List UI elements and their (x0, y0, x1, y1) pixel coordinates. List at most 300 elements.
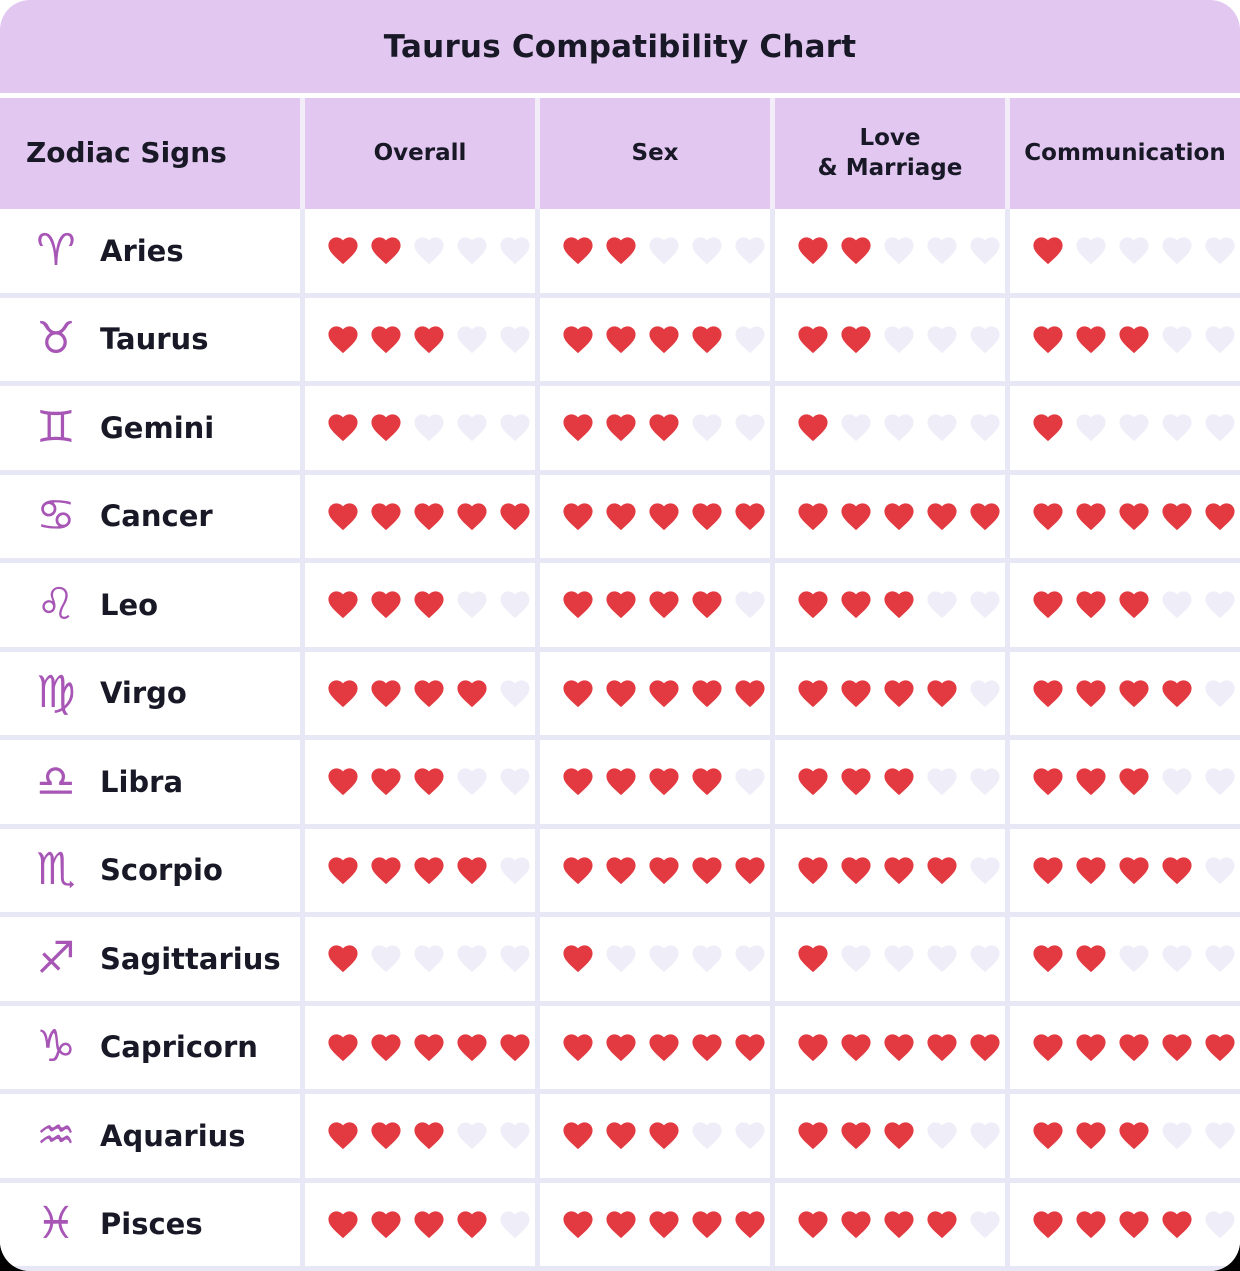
heart-filled-icon (367, 410, 405, 445)
heart-empty-icon (453, 233, 491, 268)
heart-filled-icon (923, 499, 961, 534)
zodiac-sign-cell (0, 1183, 300, 1267)
heart-filled-icon (966, 1030, 1004, 1065)
sex-rating (540, 209, 770, 293)
zodiac-sign-cell (0, 652, 300, 736)
heart-filled-icon (837, 1118, 875, 1153)
zodiac-symbol-icon: ♏ (36, 844, 76, 896)
heart-filled-icon (923, 676, 961, 711)
heart-empty-icon (966, 764, 1004, 799)
heart-filled-icon (1115, 1030, 1153, 1065)
heart-filled-icon (837, 764, 875, 799)
heart-filled-icon (324, 322, 362, 357)
heart-empty-icon (880, 322, 918, 357)
heart-filled-icon (602, 764, 640, 799)
table-row (0, 740, 1240, 824)
heart-empty-icon (880, 410, 918, 445)
overall-rating (305, 740, 535, 824)
heart-empty-icon (1115, 941, 1153, 976)
heart-empty-icon (688, 941, 726, 976)
heart-empty-icon (923, 764, 961, 799)
heart-empty-icon (966, 410, 1004, 445)
header-sex (540, 98, 770, 209)
heart-filled-icon (1029, 853, 1067, 888)
heart-filled-icon (966, 499, 1004, 534)
heart-filled-icon (453, 1030, 491, 1065)
heart-empty-icon (1158, 764, 1196, 799)
heart-filled-icon (410, 764, 448, 799)
overall-rating (305, 829, 535, 913)
heart-filled-icon (453, 499, 491, 534)
heart-empty-icon (645, 233, 683, 268)
heart-empty-icon (731, 587, 769, 622)
heart-filled-icon (410, 853, 448, 888)
heart-empty-icon (1201, 1118, 1239, 1153)
heart-filled-icon (645, 499, 683, 534)
table-row (0, 1183, 1240, 1267)
zodiac-name: Scorpio (100, 853, 223, 888)
heart-filled-icon (923, 853, 961, 888)
heart-filled-icon (1115, 764, 1153, 799)
heart-empty-icon (1201, 322, 1239, 357)
communication-rating (1010, 652, 1240, 736)
heart-filled-icon (1115, 1118, 1153, 1153)
heart-filled-icon (837, 233, 875, 268)
heart-filled-icon (324, 853, 362, 888)
overall-rating (305, 1006, 535, 1090)
heart-filled-icon (324, 941, 362, 976)
overall-rating (305, 298, 535, 382)
heart-filled-icon (923, 1207, 961, 1242)
heart-filled-icon (645, 410, 683, 445)
heart-filled-icon (794, 676, 832, 711)
heart-empty-icon (1072, 233, 1110, 268)
heart-filled-icon (559, 499, 597, 534)
love-marriage-rating (775, 298, 1005, 382)
heart-filled-icon (880, 1030, 918, 1065)
heart-empty-icon (496, 1118, 534, 1153)
heart-filled-icon (559, 764, 597, 799)
heart-empty-icon (966, 1118, 1004, 1153)
heart-empty-icon (410, 410, 448, 445)
sex-rating (540, 652, 770, 736)
heart-filled-icon (367, 1030, 405, 1065)
heart-filled-icon (1115, 587, 1153, 622)
heart-filled-icon (794, 587, 832, 622)
heart-filled-icon (645, 853, 683, 888)
heart-filled-icon (324, 676, 362, 711)
header-zodiac-signs (0, 98, 300, 209)
heart-filled-icon (453, 676, 491, 711)
heart-empty-icon (1115, 410, 1153, 445)
heart-filled-icon (645, 587, 683, 622)
zodiac-name: Leo (100, 587, 159, 622)
heart-filled-icon (1158, 499, 1196, 534)
heart-empty-icon (453, 322, 491, 357)
heart-filled-icon (837, 1030, 875, 1065)
sex-rating (540, 740, 770, 824)
heart-empty-icon (453, 941, 491, 976)
heart-filled-icon (1158, 1030, 1196, 1065)
heart-filled-icon (1072, 1207, 1110, 1242)
heart-filled-icon (794, 764, 832, 799)
heart-filled-icon (1072, 587, 1110, 622)
heart-filled-icon (602, 233, 640, 268)
heart-filled-icon (1072, 764, 1110, 799)
communication-rating (1010, 1183, 1240, 1267)
heart-filled-icon (559, 941, 597, 976)
heart-empty-icon (688, 233, 726, 268)
overall-rating (305, 475, 535, 559)
love-marriage-rating (775, 1183, 1005, 1267)
heart-filled-icon (731, 853, 769, 888)
heart-filled-icon (410, 499, 448, 534)
heart-empty-icon (453, 1118, 491, 1153)
heart-filled-icon (1029, 410, 1067, 445)
overall-rating (305, 652, 535, 736)
heart-filled-icon (1072, 853, 1110, 888)
heart-filled-icon (794, 853, 832, 888)
heart-filled-icon (880, 764, 918, 799)
heart-filled-icon (367, 676, 405, 711)
heart-filled-icon (880, 499, 918, 534)
heart-filled-icon (559, 233, 597, 268)
heart-filled-icon (688, 587, 726, 622)
heart-filled-icon (645, 764, 683, 799)
heart-empty-icon (731, 410, 769, 445)
heart-filled-icon (837, 587, 875, 622)
heart-filled-icon (1029, 1207, 1067, 1242)
heart-empty-icon (731, 1118, 769, 1153)
heart-filled-icon (367, 587, 405, 622)
zodiac-sign-cell (0, 475, 300, 559)
heart-filled-icon (837, 853, 875, 888)
heart-empty-icon (496, 587, 534, 622)
heart-filled-icon (1072, 676, 1110, 711)
chart-title-bar (0, 0, 1240, 93)
heart-filled-icon (367, 764, 405, 799)
heart-empty-icon (966, 322, 1004, 357)
header-label: Sex (631, 139, 679, 166)
heart-filled-icon (367, 322, 405, 357)
zodiac-name: Pisces (100, 1207, 203, 1242)
sex-rating (540, 1006, 770, 1090)
sex-rating (540, 1183, 770, 1267)
heart-filled-icon (688, 853, 726, 888)
table-row (0, 298, 1240, 382)
heart-empty-icon (731, 322, 769, 357)
table-body (0, 209, 1240, 1271)
heart-filled-icon (794, 1207, 832, 1242)
heart-empty-icon (966, 941, 1004, 976)
communication-rating (1010, 386, 1240, 470)
heart-filled-icon (1201, 1030, 1239, 1065)
heart-empty-icon (1115, 233, 1153, 268)
heart-empty-icon (731, 233, 769, 268)
heart-filled-icon (453, 853, 491, 888)
zodiac-name: Aquarius (100, 1118, 246, 1153)
zodiac-symbol-icon: ♌ (36, 578, 76, 630)
heart-filled-icon (410, 587, 448, 622)
zodiac-symbol-icon: ♊ (36, 401, 76, 453)
heart-filled-icon (794, 499, 832, 534)
header-overall (305, 98, 535, 209)
heart-filled-icon (559, 322, 597, 357)
love-marriage-rating (775, 563, 1005, 647)
heart-empty-icon (880, 941, 918, 976)
heart-filled-icon (688, 676, 726, 711)
heart-empty-icon (410, 233, 448, 268)
zodiac-sign-cell (0, 298, 300, 382)
heart-empty-icon (1158, 587, 1196, 622)
communication-rating (1010, 917, 1240, 1001)
heart-empty-icon (1201, 410, 1239, 445)
heart-empty-icon (966, 1207, 1004, 1242)
heart-filled-icon (324, 1030, 362, 1065)
table-row (0, 563, 1240, 647)
overall-rating (305, 386, 535, 470)
heart-filled-icon (559, 853, 597, 888)
heart-filled-icon (1029, 1030, 1067, 1065)
header-label: Zodiac Signs (26, 136, 227, 170)
chart-title: Taurus Compatibility Chart (383, 28, 857, 65)
heart-filled-icon (1029, 499, 1067, 534)
heart-filled-icon (410, 1207, 448, 1242)
table-row (0, 829, 1240, 913)
heart-empty-icon (453, 410, 491, 445)
heart-filled-icon (880, 853, 918, 888)
heart-filled-icon (1115, 322, 1153, 357)
heart-empty-icon (688, 1118, 726, 1153)
sex-rating (540, 563, 770, 647)
sex-rating (540, 475, 770, 559)
love-marriage-rating (775, 652, 1005, 736)
heart-filled-icon (602, 1030, 640, 1065)
table-row (0, 209, 1240, 293)
heart-filled-icon (324, 1207, 362, 1242)
sex-rating (540, 298, 770, 382)
header-label: Overall (373, 139, 467, 166)
heart-empty-icon (731, 764, 769, 799)
heart-filled-icon (645, 1118, 683, 1153)
heart-empty-icon (367, 941, 405, 976)
heart-filled-icon (1029, 941, 1067, 976)
heart-filled-icon (367, 853, 405, 888)
heart-filled-icon (410, 322, 448, 357)
table-row (0, 652, 1240, 736)
communication-rating (1010, 563, 1240, 647)
heart-filled-icon (602, 587, 640, 622)
heart-filled-icon (1072, 499, 1110, 534)
table-row (0, 1006, 1240, 1090)
zodiac-sign-cell (0, 386, 300, 470)
heart-empty-icon (496, 676, 534, 711)
header-label: Communication (1024, 139, 1226, 166)
zodiac-symbol-icon: ♎ (36, 755, 76, 807)
sex-rating (540, 386, 770, 470)
heart-filled-icon (367, 1118, 405, 1153)
heart-filled-icon (794, 322, 832, 357)
heart-filled-icon (496, 1030, 534, 1065)
zodiac-sign-cell (0, 209, 300, 293)
table-row (0, 386, 1240, 470)
heart-filled-icon (731, 1030, 769, 1065)
zodiac-symbol-icon: ♋ (36, 490, 76, 542)
heart-filled-icon (367, 233, 405, 268)
zodiac-sign-cell (0, 1006, 300, 1090)
heart-empty-icon (453, 764, 491, 799)
zodiac-name: Virgo (100, 676, 187, 711)
heart-empty-icon (923, 1118, 961, 1153)
heart-filled-icon (602, 499, 640, 534)
heart-empty-icon (1072, 410, 1110, 445)
heart-filled-icon (1072, 941, 1110, 976)
heart-filled-icon (794, 233, 832, 268)
heart-filled-icon (324, 410, 362, 445)
heart-filled-icon (602, 410, 640, 445)
heart-filled-icon (688, 764, 726, 799)
heart-filled-icon (559, 1207, 597, 1242)
heart-filled-icon (559, 676, 597, 711)
heart-empty-icon (966, 676, 1004, 711)
heart-empty-icon (496, 410, 534, 445)
love-marriage-rating (775, 209, 1005, 293)
heart-filled-icon (324, 764, 362, 799)
heart-filled-icon (645, 1030, 683, 1065)
heart-filled-icon (559, 410, 597, 445)
heart-filled-icon (1029, 322, 1067, 357)
love-marriage-rating (775, 829, 1005, 913)
header-love-marriage (775, 98, 1005, 209)
heart-filled-icon (880, 587, 918, 622)
heart-filled-icon (324, 1118, 362, 1153)
heart-empty-icon (688, 410, 726, 445)
heart-empty-icon (966, 233, 1004, 268)
heart-filled-icon (559, 1030, 597, 1065)
zodiac-name: Gemini (100, 410, 215, 445)
heart-empty-icon (1158, 410, 1196, 445)
heart-filled-icon (880, 676, 918, 711)
zodiac-symbol-icon: ♐ (36, 932, 76, 984)
heart-filled-icon (1115, 853, 1153, 888)
heart-filled-icon (324, 233, 362, 268)
heart-empty-icon (923, 410, 961, 445)
zodiac-name: Taurus (100, 322, 209, 357)
heart-empty-icon (496, 1207, 534, 1242)
heart-empty-icon (1158, 322, 1196, 357)
communication-rating (1010, 829, 1240, 913)
heart-empty-icon (496, 322, 534, 357)
heart-empty-icon (837, 941, 875, 976)
heart-filled-icon (794, 1118, 832, 1153)
heart-empty-icon (923, 322, 961, 357)
table-row (0, 917, 1240, 1001)
heart-filled-icon (645, 1207, 683, 1242)
heart-empty-icon (923, 941, 961, 976)
zodiac-symbol-icon: ♍ (36, 667, 76, 719)
heart-filled-icon (410, 1030, 448, 1065)
communication-rating (1010, 475, 1240, 559)
table-row (0, 475, 1240, 559)
sex-rating (540, 1094, 770, 1178)
zodiac-symbol-icon: ♒ (36, 1109, 76, 1161)
heart-filled-icon (602, 322, 640, 357)
zodiac-symbol-icon: ♑ (36, 1021, 76, 1073)
heart-empty-icon (602, 941, 640, 976)
header-communication (1010, 98, 1240, 209)
zodiac-symbol-icon: ♈ (36, 224, 76, 276)
love-marriage-rating (775, 1094, 1005, 1178)
heart-empty-icon (1201, 853, 1239, 888)
heart-filled-icon (1029, 764, 1067, 799)
heart-filled-icon (324, 587, 362, 622)
heart-filled-icon (1115, 676, 1153, 711)
heart-filled-icon (602, 1207, 640, 1242)
heart-filled-icon (837, 499, 875, 534)
heart-filled-icon (602, 853, 640, 888)
heart-filled-icon (731, 1207, 769, 1242)
zodiac-name: Aries (100, 233, 184, 268)
heart-empty-icon (837, 410, 875, 445)
heart-filled-icon (1201, 499, 1239, 534)
heart-filled-icon (324, 499, 362, 534)
communication-rating (1010, 740, 1240, 824)
overall-rating (305, 563, 535, 647)
heart-filled-icon (837, 322, 875, 357)
heart-filled-icon (837, 676, 875, 711)
heart-empty-icon (1201, 941, 1239, 976)
heart-empty-icon (923, 587, 961, 622)
heart-filled-icon (367, 1207, 405, 1242)
heart-filled-icon (602, 676, 640, 711)
heart-filled-icon (923, 1030, 961, 1065)
love-marriage-rating (775, 475, 1005, 559)
zodiac-symbol-icon: ♓ (36, 1198, 76, 1250)
heart-filled-icon (688, 1030, 726, 1065)
heart-filled-icon (410, 676, 448, 711)
overall-rating (305, 917, 535, 1001)
heart-empty-icon (923, 233, 961, 268)
heart-empty-icon (410, 941, 448, 976)
heart-empty-icon (1201, 587, 1239, 622)
heart-filled-icon (496, 499, 534, 534)
heart-filled-icon (1029, 676, 1067, 711)
heart-filled-icon (645, 322, 683, 357)
heart-filled-icon (410, 1118, 448, 1153)
heart-filled-icon (1072, 322, 1110, 357)
heart-empty-icon (496, 941, 534, 976)
table-row (0, 1094, 1240, 1178)
zodiac-symbol-icon: ♉ (36, 313, 76, 365)
communication-rating (1010, 209, 1240, 293)
heart-empty-icon (645, 941, 683, 976)
zodiac-name: Capricorn (100, 1030, 258, 1065)
zodiac-sign-cell (0, 740, 300, 824)
heart-empty-icon (880, 233, 918, 268)
overall-rating (305, 209, 535, 293)
zodiac-name: Libra (100, 764, 184, 799)
heart-filled-icon (645, 676, 683, 711)
zodiac-sign-cell (0, 1094, 300, 1178)
heart-filled-icon (794, 941, 832, 976)
heart-filled-icon (688, 1207, 726, 1242)
heart-empty-icon (496, 853, 534, 888)
heart-filled-icon (559, 1118, 597, 1153)
heart-filled-icon (837, 1207, 875, 1242)
heart-empty-icon (1158, 1118, 1196, 1153)
heart-empty-icon (1158, 233, 1196, 268)
heart-empty-icon (1201, 764, 1239, 799)
